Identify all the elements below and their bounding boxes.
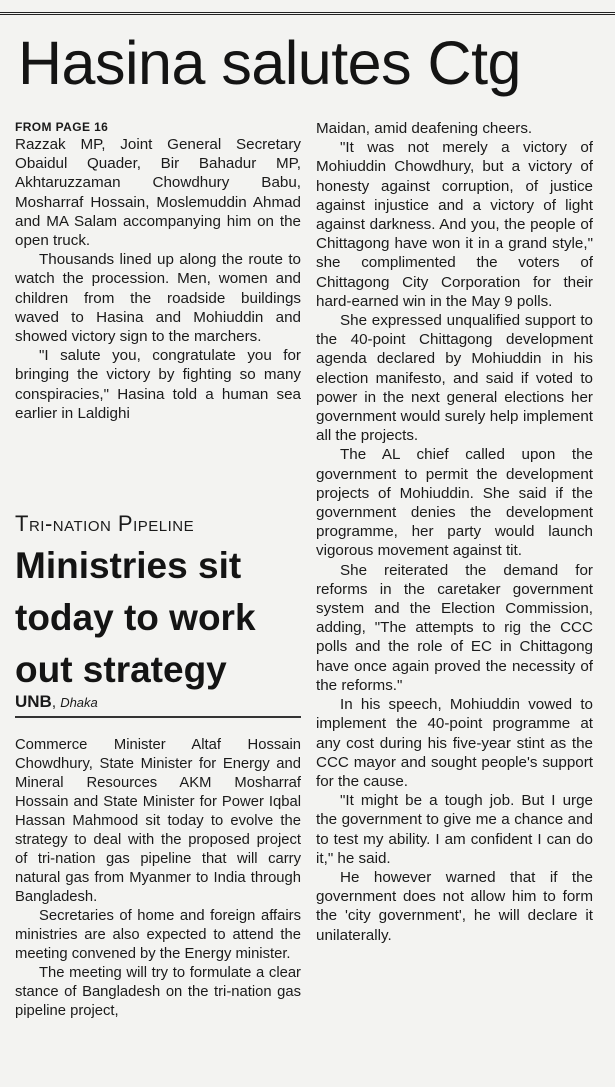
headline: Hasina salutes Ctg (18, 29, 521, 97)
story2-byline: UNB, Dhaka (15, 692, 98, 711)
byline-rule (15, 716, 301, 718)
story1-column-1 (15, 119, 301, 423)
paragraph: "I salute you, congratulate you for bringing the victory by fighting so many conspiracies," Hasina told a human sea earlier in Laldighi (15, 347, 301, 422)
paragraph: He however warned that if the government does not allow him to form the 'city government', he will declare it unilaterally. (316, 868, 593, 944)
paragraph: "It was not merely a victory of Mohiuddin Chowdhury, but a victory of honesty against corruption, of justice against injustice and a victory of light against darkness. And you, the people of Chittagong have won it in a grand style," she complimented the voters of Chittagong City Corporation for their hard-earned win in the May 9 polls. (316, 139, 593, 310)
paragraph: Razzak MP, Joint General Secretary Obaidul Quader, Bir Bahadur MP, Akhtaruzzaman Chowdhury Babu, Mosharraf Hossain, Moslemuddin Ahmad and MA Salam accompanying him on the open truck. (15, 136, 301, 250)
top-border-rule (0, 0, 615, 15)
paragraph: The meeting will try to formulate a clear stance of Bangladesh on the tri-nation gas pipeline project, (15, 965, 301, 1019)
story1-column-2 (316, 119, 593, 945)
paragraph: Commerce Minister Altaf Hossain Chowdhury, State Minister for Energy and Mineral Resources AKM Mosharraf Hossain and State Minister for Power Iqbal Hassan Mahmood sit today to evolve the strategy to deal with the proposed project of tri-nation gas pipeline that will carry natural gas from Myanmer to India through Bangladesh. (15, 737, 301, 905)
paragraph: Secretaries of home and foreign affairs ministries are also expected to attend the meeting convened by the Energy minister. (15, 908, 301, 962)
paragraph: "It might be a tough job. But I urge the government to give me a chance and to test my ability. I am confident I can do it," he said. (316, 792, 593, 867)
paragraph: The AL chief called upon the government to permit the development projects of Mohiuddin. She said if the government denies the development programme, her party would launch vigorous movement against tit. (316, 446, 593, 560)
story2-kicker: Tri-nation Pipeline (15, 511, 195, 536)
story2-headline: Ministries sit today to work out strategy (15, 545, 256, 690)
continued-from-label: FROM PAGE 16 (15, 120, 109, 134)
paragraph: She reiterated the demand for reforms in the caretaker government system and the Election Commission, adding, "The attempts to rig the CCC polls and the role of EC in Chittagong have once again proved the necessity of the reforms." (316, 561, 593, 694)
story2-body (15, 736, 301, 1021)
paragraph: Maidan, amid deafening cheers. (316, 120, 533, 137)
byline-place: Dhaka (60, 695, 98, 710)
paragraph: Thousands lined up along the route to watch the procession. Men, women and children from the roadside buildings waved to Hasina and Mohiuddin and showed victory sign to the marchers. (15, 251, 301, 346)
byline-agency: UNB (15, 692, 52, 711)
paragraph: In his speech, Mohiuddin vowed to implement the 40-point programme at any cost during his five-year stint as the CCC mayor and sought people's support for the cause. (316, 696, 593, 790)
paragraph: She expressed unqualified support to the 40-point Chittagong development agenda declared by Mohiuddin in his election manifesto, and said if voted to power in the next general elections her government would surely help implement all the projects. (316, 312, 593, 445)
